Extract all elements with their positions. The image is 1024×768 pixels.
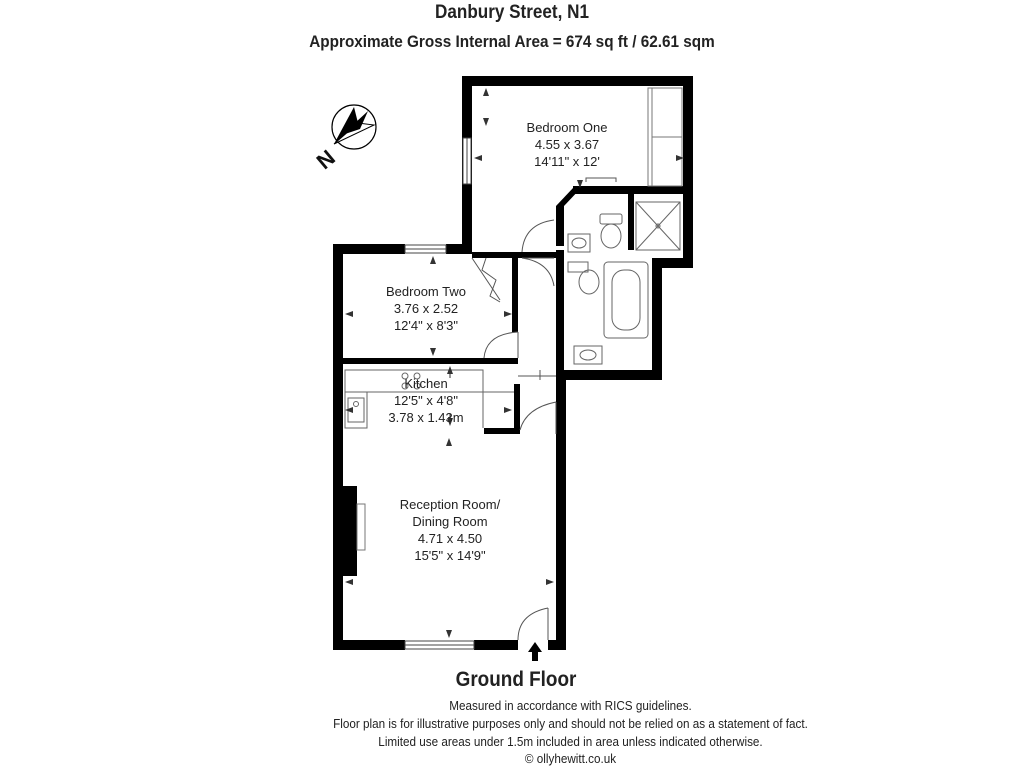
wall-bathroom-angle bbox=[556, 188, 581, 206]
toilet-top bbox=[601, 224, 621, 248]
wall-bedroom-one-bottom bbox=[573, 186, 691, 194]
wall-bathroom-right bbox=[652, 258, 662, 380]
room-name-bedroom-one: Bedroom One bbox=[526, 120, 608, 135]
toilet-cistern-top bbox=[600, 214, 622, 224]
doors bbox=[472, 178, 616, 640]
room-name-reception-1: Reception Room/ bbox=[399, 497, 501, 512]
arrow-bedroom-one-v bbox=[483, 118, 489, 126]
wall-left-outer bbox=[333, 244, 343, 650]
room-imperial-reception: 15'5" x 14'9" bbox=[414, 548, 486, 563]
wall-bathroom-left-upper bbox=[556, 206, 564, 246]
wall-bedroom-two-right bbox=[512, 252, 518, 332]
door-arc-bedroom-two bbox=[484, 332, 518, 358]
footer-line-2: Floor plan is for illustrative purposes only and should not be relied on as a statement of fact. bbox=[333, 716, 808, 731]
wall-bottom-b bbox=[474, 640, 518, 650]
door-arc-kitchen bbox=[520, 402, 556, 430]
room-metric-bedroom-one: 4.55 x 3.67 bbox=[534, 137, 600, 152]
room-metric-kitchen: 3.78 x 1.43m bbox=[388, 410, 464, 425]
door-arc-bathroom-upper bbox=[522, 220, 554, 252]
wall-right-bedroom-one bbox=[683, 76, 693, 268]
bathtub bbox=[604, 262, 648, 338]
plan-title: Danbury Street, N1 bbox=[435, 2, 589, 23]
walls bbox=[333, 76, 693, 650]
room-imperial-bedroom-one: 14'11" x 12' bbox=[534, 154, 600, 169]
basin-top bbox=[568, 234, 590, 252]
bathroom-fixtures bbox=[568, 202, 680, 364]
wall-top-bedroom-two-a bbox=[333, 244, 405, 254]
room-name-bedroom-two: Bedroom Two bbox=[386, 284, 466, 299]
wall-right-reception bbox=[556, 380, 566, 650]
compass-icon bbox=[332, 105, 376, 149]
toilet-lower bbox=[579, 270, 599, 294]
wall-top-bedroom-two-b bbox=[446, 244, 472, 254]
door-corridor-step bbox=[518, 370, 556, 380]
compass-label: N bbox=[311, 144, 340, 175]
footer-copyright: © ollyhewitt.co.uk bbox=[524, 751, 617, 766]
room-metric-bedroom-two: 3.76 x 2.52 bbox=[393, 301, 459, 316]
wall-kitchen-right bbox=[514, 384, 520, 434]
room-name-kitchen: Kitchen bbox=[404, 376, 448, 391]
door-arc-entrance bbox=[518, 608, 548, 640]
room-imperial-bedroom-two: 12'4" x 8'3" bbox=[393, 318, 459, 333]
basin-lower bbox=[574, 346, 602, 364]
wall-shower-divider bbox=[628, 194, 634, 250]
wall-bottom-c bbox=[548, 640, 566, 650]
room-imperial-kitchen: 12'5" x 4'8" bbox=[393, 393, 459, 408]
door-bedroom-two-leaf bbox=[472, 258, 500, 300]
fireplace-hearth bbox=[357, 504, 365, 550]
wall-top-bedroom-one bbox=[462, 76, 693, 86]
wall-step-right bbox=[660, 258, 693, 268]
gross-area: Approximate Gross Internal Area = 674 sq ft / 62.61 sqm bbox=[309, 32, 715, 51]
footer-line-3: Limited use areas under 1.5m included in area unless indicated otherwise. bbox=[378, 734, 763, 749]
footer-line-1: Measured in accordance with RICS guidelines. bbox=[449, 698, 692, 713]
wall-bottom-a bbox=[333, 640, 405, 650]
wall-bathroom-bottom bbox=[556, 370, 662, 380]
door-bedroom-one bbox=[586, 178, 616, 182]
entrance-arrow bbox=[528, 642, 542, 661]
wall-bathroom-left-lower bbox=[556, 250, 564, 380]
room-name-reception-2: Dining Room bbox=[412, 514, 488, 529]
chimney-breast bbox=[343, 486, 357, 576]
wardrobe bbox=[648, 88, 682, 186]
room-metric-reception: 4.71 x 4.50 bbox=[417, 531, 483, 546]
floor-label: Ground Floor bbox=[455, 668, 577, 691]
wall-bedroom-two-bottom bbox=[340, 358, 518, 364]
door-arc-bathroom bbox=[522, 258, 554, 286]
